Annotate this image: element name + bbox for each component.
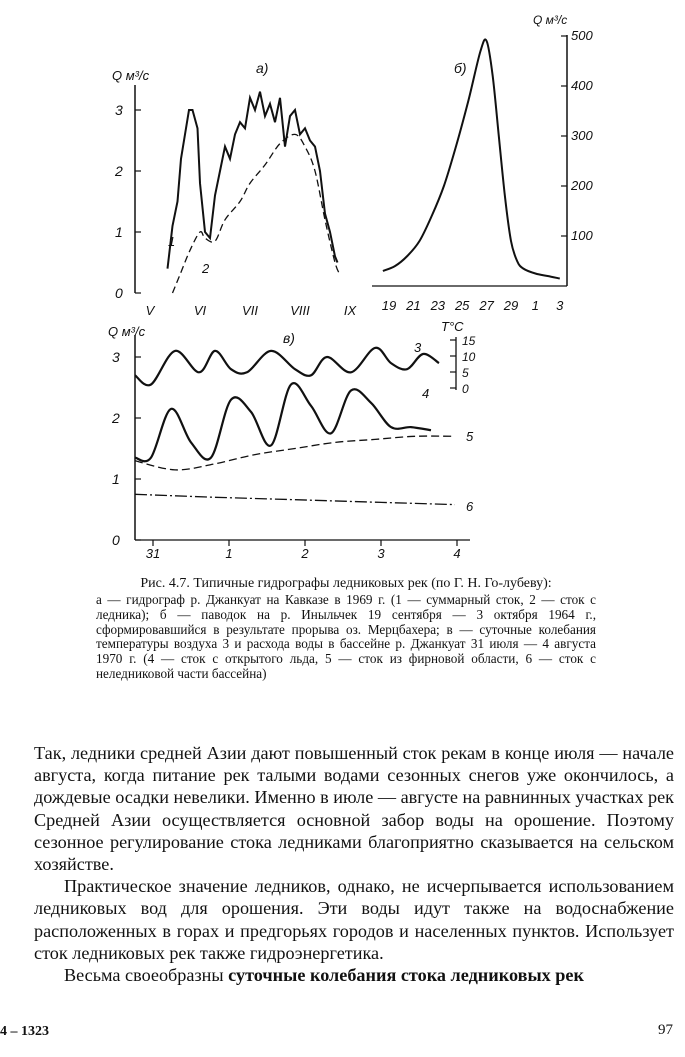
panel-c-x-tick-label: 3 — [377, 546, 385, 561]
panel-c-curve-label-6: 6 — [466, 499, 474, 514]
panel-b — [372, 13, 593, 313]
panel-a-y-tick-label: 3 — [115, 102, 123, 118]
panel-b-y-tick-label: 200 — [571, 178, 593, 193]
panel-a-curve-label-1: 1 — [168, 234, 176, 249]
panel-b-y-tick-label: 100 — [571, 228, 593, 243]
panel-c-y-tick-label: 0 — [112, 532, 120, 548]
panel-b-x-tick-label: 1 — [531, 298, 540, 313]
body-text — [34, 742, 674, 986]
panel-b-y-tick-label: 500 — [571, 28, 593, 43]
panel-c-curve-label-4: 4 — [422, 386, 430, 401]
page-number: 97 — [658, 1022, 673, 1038]
paragraph-3-bold: суточные колебания стока ледниковых рек — [228, 965, 584, 986]
footer-signature-mark: 4 – 1323 — [0, 1024, 49, 1039]
panel-a-y-tick-label: 1 — [115, 224, 123, 240]
panel-c-temp-tick-label: 5 — [462, 366, 469, 380]
panel-c-x-tick-label: 2 — [301, 546, 309, 561]
panel-b-x-tick-label: 25 — [454, 298, 470, 313]
panel-c-temp-tick-label: 10 — [462, 350, 476, 364]
panel-c-temp-tick-label: 15 — [462, 334, 476, 348]
panel-a-y-tick-label: 2 — [115, 163, 123, 179]
panel-a-axis-title: Q м³/с — [112, 68, 150, 83]
paragraph-3 — [34, 964, 674, 986]
panel-c-curve-label-5: 5 — [466, 429, 474, 444]
panel-a-curve-label-2: 2 — [202, 261, 210, 276]
panel-c-curve-3 — [135, 348, 439, 386]
paragraph-3-start: Весьма своеобразны — [64, 965, 229, 986]
panel-c-curve-6 — [135, 494, 455, 504]
panel-b-label: б) — [454, 60, 467, 76]
panel-c-x-tick-label: 4 — [453, 546, 461, 561]
panel-a — [112, 60, 357, 318]
panel-c-x-tick-label: 31 — [145, 546, 161, 561]
panel-a-x-tick-label: IX — [343, 303, 357, 318]
paragraph-1: Так, ледники средней Азии дают повышенный сток рекам в конце июля — начале августа, когда питание рек талыми водами сезонных снегов уже окончилось, а дождевые осадки невелики. Именно в июле — августе на равнинных участках рек Средней Азии осуществляется основной забор воды на орошение. Поэтому сезонное регулирование стока ледниками благоприятно сказывается на сельском хозяйстве. — [34, 743, 674, 875]
panel-c-x-tick-label: 1 — [225, 546, 233, 561]
panel-c-label: в) — [283, 330, 295, 346]
figure-caption — [96, 575, 596, 682]
panel-a-x-tick-label: VIII — [290, 303, 310, 318]
panel-b-x-tick-label: 27 — [479, 298, 494, 313]
panel-a-x-tick-label: VII — [242, 303, 258, 318]
panel-b-flood-curve — [383, 39, 560, 278]
panel-c — [108, 319, 476, 561]
panel-b-x-tick-label: 21 — [406, 298, 421, 313]
panel-c-curve-label-3: 3 — [414, 340, 422, 355]
panel-b-x-tick-label: 3 — [556, 298, 564, 313]
panel-b-axis-title: Q м³/с — [533, 13, 568, 27]
paragraph-2: Практическое значение ледников, однако, не исчерпывается использованием ледниковых вод для орошения. Эти воды идут также на водоснабжение расположенных в горах и предгорьях городов и населенных пунктов. Использует сток ледниковых рек также гидроэнергетика. — [34, 876, 674, 963]
panel-c-curve-5 — [135, 436, 455, 470]
panel-a-x-tick-label: V — [145, 303, 155, 318]
panel-b-x-tick-label: 23 — [430, 298, 446, 313]
panel-b-x-tick-label: 29 — [503, 298, 519, 313]
panel-c-curve-4 — [135, 383, 431, 461]
panel-b-y-tick-label: 400 — [571, 78, 593, 93]
panel-a-x-tick-label: VI — [193, 303, 207, 318]
panel-b-y-tick-label: 300 — [571, 128, 593, 143]
panel-c-y-tick-label: 3 — [112, 349, 120, 365]
panel-c-y-tick-label: 1 — [112, 471, 120, 487]
panel-a-y-tick-label: 0 — [115, 285, 123, 301]
panel-a-label: a) — [256, 60, 269, 76]
panel-c-axis-title: Q м³/с — [108, 324, 146, 339]
panel-a-curve-2 — [173, 134, 341, 293]
panel-c-temp-title: T°C — [441, 319, 464, 334]
panel-c-y-tick-label: 2 — [112, 410, 120, 426]
panel-c-temp-tick-label: 0 — [462, 382, 469, 396]
caption-title: Рис. 4.7. Типичные гидрографы ледниковых рек (по Г. Н. Го-лубеву): — [140, 576, 552, 591]
caption-body: а — гидрограф р. Джанкуат на Кавказе в 1969 г. (1 — суммарный сток, 2 — сток с ледника); б — паводок на р. Иныльчек 19 сентября — 3 октября 1964 г., сформировавшийся в результате прорыва оз. Мерцбахера; в — суточные колебания температуры воздуха 3 и расхода воды в бассейне р. Джанкуат 31 июля — 4 августа 1970 г. (4 — сток с открытого льда, 5 — сток из фирновой области, 6 — сток с неледниковой части бассейна) — [96, 592, 596, 681]
panel-b-x-tick-label: 19 — [381, 298, 397, 313]
